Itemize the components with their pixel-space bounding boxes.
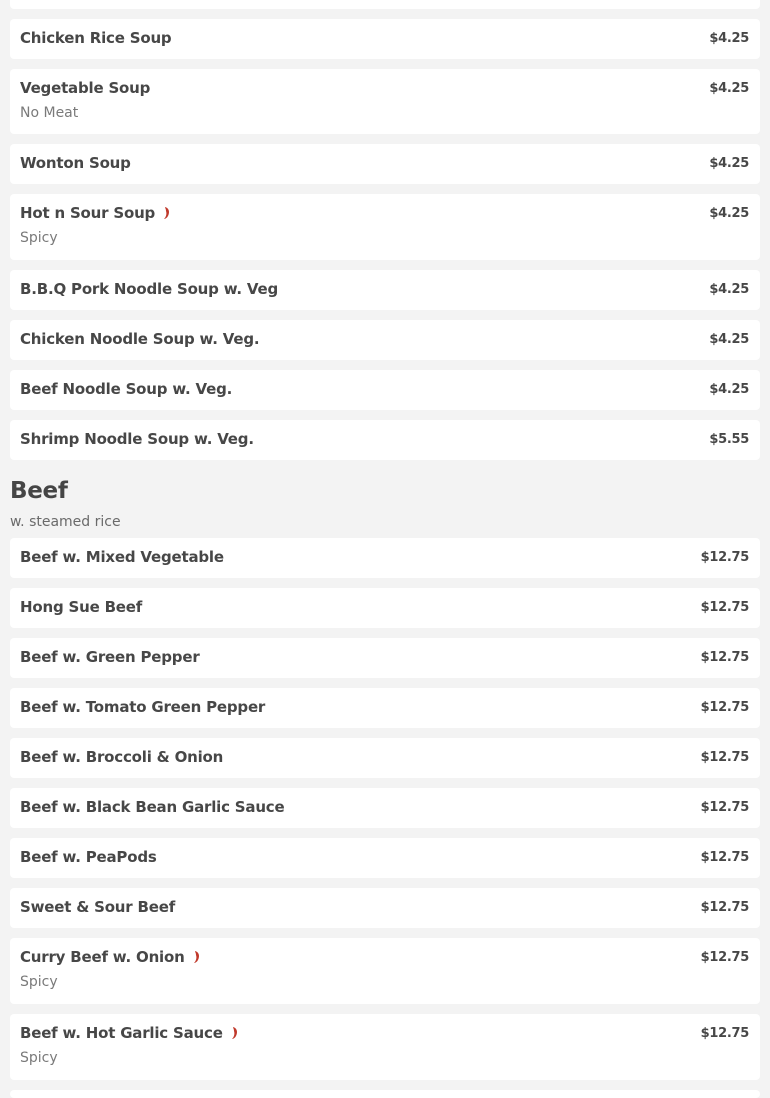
menu-item-card[interactable] <box>10 888 760 928</box>
menu-item-name: Beef w. Green Pepper <box>20 648 200 666</box>
menu-item-name: Beef w. Hot Garlic Sauce <box>20 1024 239 1042</box>
chili-pepper-icon <box>193 950 201 964</box>
menu-item-card[interactable] <box>10 638 760 678</box>
menu-item-price: $4.25 <box>709 81 749 96</box>
menu-item-name: Sweet & Sour Beef <box>20 898 176 916</box>
menu-item-card[interactable] <box>10 838 760 878</box>
menu-item-name: Beef Noodle Soup w. Veg. <box>20 380 233 398</box>
section-subtitle: w. steamed rice <box>10 514 121 530</box>
menu-item-card[interactable] <box>10 588 760 628</box>
menu-item-description: Spicy <box>20 974 58 990</box>
menu-item-name: Wonton Soup <box>20 154 131 172</box>
menu-item-card-partial[interactable] <box>10 0 760 9</box>
menu-item-price: $12.75 <box>700 900 749 915</box>
menu-item-card[interactable] <box>10 270 760 310</box>
menu-item-name: Shrimp Noodle Soup w. Veg. <box>20 430 254 448</box>
menu-item-card[interactable] <box>10 19 760 59</box>
menu-item-card[interactable] <box>10 320 760 360</box>
menu-item-name: Beef w. Broccoli & Onion <box>20 748 224 766</box>
chili-pepper-icon <box>163 206 171 220</box>
menu-item-price: $4.25 <box>709 332 749 347</box>
menu-item-card[interactable] <box>10 738 760 778</box>
menu-item-price: $12.75 <box>700 700 749 715</box>
menu-item-card-partial[interactable] <box>10 1090 760 1098</box>
menu-item-description: Spicy <box>20 1050 58 1066</box>
menu-item-name: Beef w. Tomato Green Pepper <box>20 698 266 716</box>
menu-item-price: $5.55 <box>709 432 749 447</box>
menu-item-price: $12.75 <box>700 850 749 865</box>
menu-item-card[interactable] <box>10 688 760 728</box>
menu-item-name: Beef w. Mixed Vegetable <box>20 548 224 566</box>
menu-item-card[interactable] <box>10 1014 760 1080</box>
menu-item-card[interactable] <box>10 938 760 1004</box>
menu-item-name: Hot n Sour Soup <box>20 204 171 222</box>
menu-item-description: Spicy <box>20 230 58 246</box>
menu-item-price: $12.75 <box>700 750 749 765</box>
section-title: Beef <box>10 478 68 504</box>
menu-item-name: Beef w. Black Bean Garlic Sauce <box>20 798 285 816</box>
menu-item-name: Vegetable Soup <box>20 79 151 97</box>
menu-item-name: Curry Beef w. Onion <box>20 948 201 966</box>
menu-item-price: $12.75 <box>700 950 749 965</box>
menu-item-name: Beef w. PeaPods <box>20 848 157 866</box>
menu-item-card[interactable] <box>10 144 760 184</box>
chili-pepper-icon <box>231 1026 239 1040</box>
menu-item-price: $12.75 <box>700 600 749 615</box>
menu-item-card[interactable] <box>10 69 760 134</box>
menu-item-price: $12.75 <box>700 1026 749 1041</box>
menu-item-card[interactable] <box>10 420 760 460</box>
menu-item-price: $4.25 <box>709 282 749 297</box>
menu-item-price: $12.75 <box>700 650 749 665</box>
menu-item-price: $4.25 <box>709 382 749 397</box>
menu-item-name: Chicken Noodle Soup w. Veg. <box>20 330 260 348</box>
menu-item-price: $4.25 <box>709 31 749 46</box>
menu-item-description: No Meat <box>20 105 79 121</box>
menu-item-name: B.B.Q Pork Noodle Soup w. Veg <box>20 280 279 298</box>
menu-item-name: Chicken Rice Soup <box>20 29 172 47</box>
menu-item-card[interactable] <box>10 538 760 578</box>
menu-item-name: Hong Sue Beef <box>20 598 143 616</box>
menu-item-card[interactable] <box>10 788 760 828</box>
menu-item-price: $4.25 <box>709 156 749 171</box>
menu-item-card[interactable] <box>10 370 760 410</box>
menu-item-price: $4.25 <box>709 206 749 221</box>
menu-item-price: $12.75 <box>700 550 749 565</box>
menu-item-price: $12.75 <box>700 800 749 815</box>
menu-item-card[interactable] <box>10 194 760 260</box>
